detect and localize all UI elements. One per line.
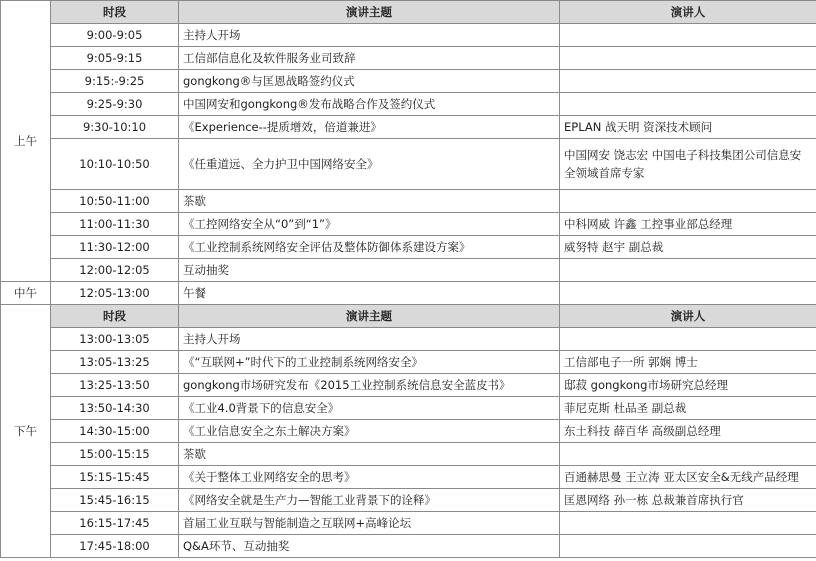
speaker-cell [560, 512, 816, 535]
time-cell: 12:00-12:05 [51, 259, 179, 282]
speaker-cell [560, 535, 816, 558]
time-cell: 10:50-11:00 [51, 190, 179, 213]
table-row [1, 93, 816, 116]
header-time: 时段 [51, 1, 179, 24]
topic-cell: 工信部信息化及软件服务业司致辞 [179, 47, 560, 70]
speaker-cell [560, 443, 816, 466]
speaker-cell: 邸菽 gongkong市场研究总经理 [560, 374, 816, 397]
table-row [1, 116, 816, 139]
topic-cell: 茶歇 [179, 443, 560, 466]
time-cell: 9:15:-9:25 [51, 70, 179, 93]
table-row [1, 443, 816, 466]
time-cell: 14:30-15:00 [51, 420, 179, 443]
topic-cell: 《工业信息安全之东土解决方案》 [179, 420, 560, 443]
header-topic: 演讲主题 [179, 305, 560, 328]
speaker-cell [560, 47, 816, 70]
topic-cell: 《工控网络安全从“0”到“1”》 [179, 213, 560, 236]
topic-cell: Q&A环节、互动抽奖 [179, 535, 560, 558]
table-row [1, 535, 816, 558]
table-row [1, 24, 816, 47]
time-cell: 15:00-15:15 [51, 443, 179, 466]
topic-cell: 互动抽奖 [179, 259, 560, 282]
speaker-cell: 东土科技 薛百华 高级副总经理 [560, 420, 816, 443]
table-row [1, 397, 816, 420]
table-row [1, 351, 816, 374]
time-cell: 13:25-13:50 [51, 374, 179, 397]
time-cell: 9:25-9:30 [51, 93, 179, 116]
section-label-morning: 上午 [1, 1, 51, 282]
table-row [1, 420, 816, 443]
header-topic: 演讲主题 [179, 1, 560, 24]
time-cell: 13:50-14:30 [51, 397, 179, 420]
time-cell: 12:05-13:00 [51, 282, 179, 305]
table-row [1, 328, 816, 351]
time-cell: 13:05-13:25 [51, 351, 179, 374]
time-cell: 13:00-13:05 [51, 328, 179, 351]
speaker-cell [560, 328, 816, 351]
speaker-cell: 中国网安 饶志宏 中国电子科技集团公司信息安全领域首席专家 [560, 139, 816, 190]
topic-cell: 《“互联网+”时代下的工业控制系统网络安全》 [179, 351, 560, 374]
time-cell: 9:00-9:05 [51, 24, 179, 47]
time-cell: 11:30-12:00 [51, 236, 179, 259]
speaker-cell: 匡恩网络 孙一栋 总裁兼首席执行官 [560, 489, 816, 512]
header-row [1, 305, 816, 328]
speaker-cell: 百通赫思曼 王立涛 亚太区安全&无线产品经理 [560, 466, 816, 489]
speaker-cell [560, 70, 816, 93]
speaker-cell: 工信部电子一所 郭娴 博士 [560, 351, 816, 374]
topic-cell: 《关于整体工业网络安全的思考》 [179, 466, 560, 489]
speaker-cell: 菲尼克斯 杜品圣 副总裁 [560, 397, 816, 420]
table-row [1, 213, 816, 236]
topic-cell: 《Experience--提质增效，倍道兼进》 [179, 116, 560, 139]
speaker-cell: 威努特 赵宇 副总裁 [560, 236, 816, 259]
table-row [1, 282, 816, 305]
time-cell: 9:30-10:10 [51, 116, 179, 139]
topic-cell: gongkong®与匡恩战略签约仪式 [179, 70, 560, 93]
time-cell: 10:10-10:50 [51, 139, 179, 190]
topic-cell: 首届工业互联与智能制造之互联网+高峰论坛 [179, 512, 560, 535]
topic-cell: 中国网安和gongkong®发布战略合作及签约仪式 [179, 93, 560, 116]
speaker-cell: EPLAN 战天明 资深技术顾问 [560, 116, 816, 139]
table-row [1, 512, 816, 535]
speaker-cell [560, 282, 816, 305]
time-cell: 15:45-16:15 [51, 489, 179, 512]
table-row [1, 374, 816, 397]
table-row [1, 466, 816, 489]
time-cell: 16:15-17:45 [51, 512, 179, 535]
topic-cell: 《网络安全就是生产力—智能工业背景下的诠释》 [179, 489, 560, 512]
topic-cell: 《工业4.0背景下的信息安全》 [179, 397, 560, 420]
topic-cell: gongkong市场研究发布《2015工业控制系统信息安全蓝皮书》 [179, 374, 560, 397]
header-time: 时段 [51, 305, 179, 328]
speaker-cell [560, 259, 816, 282]
table-row [1, 139, 816, 190]
topic-cell: 《任重道远、全力护卫中国网络安全》 [179, 139, 560, 190]
time-cell: 9:05-9:15 [51, 47, 179, 70]
table-row [1, 236, 816, 259]
table-row [1, 259, 816, 282]
section-label-afternoon: 下午 [1, 305, 51, 558]
table-row [1, 70, 816, 93]
table-row [1, 47, 816, 70]
section-label-noon: 中午 [1, 282, 51, 305]
speaker-cell [560, 93, 816, 116]
speaker-cell [560, 24, 816, 47]
topic-cell: 午餐 [179, 282, 560, 305]
time-cell: 17:45-18:00 [51, 535, 179, 558]
table-row [1, 489, 816, 512]
time-cell: 15:15-15:45 [51, 466, 179, 489]
topic-cell: 主持人开场 [179, 24, 560, 47]
header-row [1, 1, 816, 24]
speaker-cell: 中科网威 许鑫 工控事业部总经理 [560, 213, 816, 236]
topic-cell: 《工业控制系统网络安全评估及整体防御体系建设方案》 [179, 236, 560, 259]
topic-cell: 茶歇 [179, 190, 560, 213]
table-row [1, 190, 816, 213]
header-speaker: 演讲人 [560, 1, 816, 24]
speaker-cell [560, 190, 816, 213]
header-speaker: 演讲人 [560, 305, 816, 328]
time-cell: 11:00-11:30 [51, 213, 179, 236]
topic-cell: 主持人开场 [179, 328, 560, 351]
